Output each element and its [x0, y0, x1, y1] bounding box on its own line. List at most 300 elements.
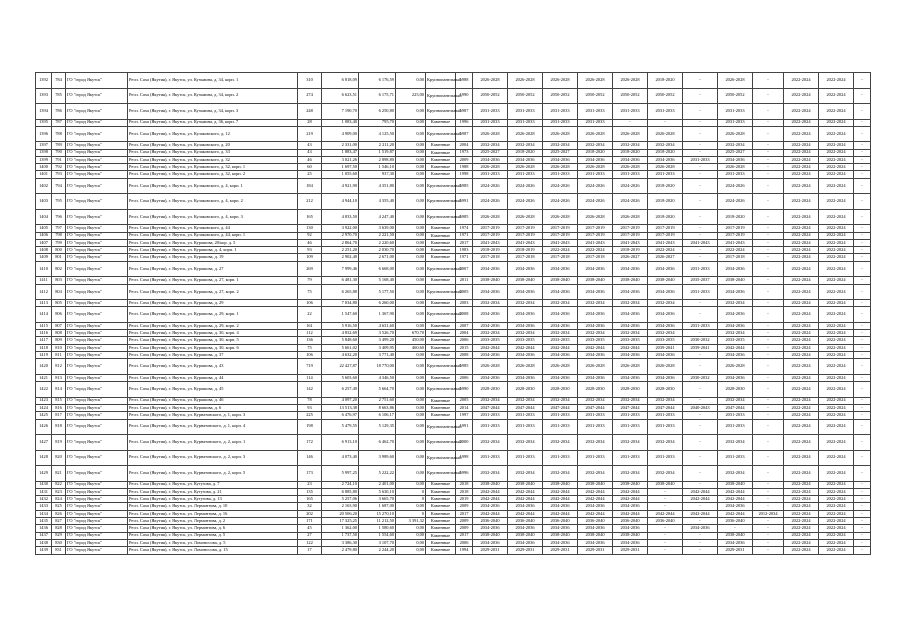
cell-period-4: 2026-2028: [578, 126, 613, 142]
cell-municipality: ГО "город Якутск": [66, 352, 128, 359]
cell-period-4: 2034-2036: [578, 322, 613, 329]
cell-record-id: 806: [52, 307, 66, 323]
cell-period-1: 2031-2033: [473, 119, 508, 126]
cell-period-4: 2034-2036: [578, 525, 613, 532]
cell-period-5: 2034-2036: [613, 261, 648, 277]
cell-period-12: -: [854, 284, 871, 300]
cell-period-7: -: [683, 88, 718, 104]
table-row: [36, 119, 871, 126]
cell-period-3: 2042-2044: [543, 510, 578, 517]
cell-living-area: 11 212,50: [359, 518, 396, 525]
cell-period-11: 2022-2024: [819, 277, 854, 284]
cell-period-11: 2022-2024: [819, 337, 854, 344]
cell-address: Респ. Саха (Якутия), г. Якутск, ул. Лермонтова, д. 6: [128, 525, 298, 532]
cell-period-4: 2026-2028: [578, 164, 613, 171]
cell-address: Респ. Саха (Якутия), г. Якутск, ул. Курашова, д. 27, корп. 2: [128, 284, 298, 300]
cell-period-2: 2038-2040: [508, 481, 543, 488]
cell-living-area: 2 211,20: [359, 142, 396, 149]
cell-period-1: 2034-2036: [473, 503, 508, 510]
cell-build-year: 2007: [456, 322, 473, 329]
cell-period-8: 2032-2034: [718, 466, 753, 482]
cell-residents: 719: [298, 359, 322, 375]
cell-address: Респ. Саха (Якутия), г. Якутск, ул. Курашова, 20/кор. д. 5: [128, 239, 298, 246]
cell-period-4: 2026-2028: [578, 359, 613, 375]
cell-nonliving-area: 0,00: [396, 450, 426, 466]
cell-period-1: 2029-2031: [473, 547, 508, 554]
cell-living-area: 2 030,70: [359, 247, 396, 254]
cell-record-id: 785: [52, 88, 66, 104]
cell-living-area: 1 367,90: [359, 307, 396, 323]
cell-municipality: ГО "город Якутск": [66, 330, 128, 337]
cell-period-12: -: [854, 247, 871, 254]
cell-period-11: 2022-2024: [819, 547, 854, 554]
cell-period-3: 2034-2036: [543, 156, 578, 163]
cell-living-area: 6 250,80: [359, 104, 396, 120]
cell-total-area: 2 970,70: [322, 232, 359, 239]
cell-period-3: 2034-2036: [543, 503, 578, 510]
cell-living-area: 6 175,71: [359, 88, 396, 104]
cell-living-area: 2 751,60: [359, 397, 396, 404]
cell-period-11: 2022-2024: [819, 344, 854, 351]
cell-period-10: 2022-2024: [784, 300, 819, 307]
cell-period-3: 2034-2036: [543, 307, 578, 323]
cell-residents: 93: [298, 404, 322, 411]
cell-period-9: -: [753, 352, 784, 359]
cell-nonliving-area: 0,00: [396, 300, 426, 307]
cell-period-10: 2022-2024: [784, 209, 819, 225]
cell-living-area: 8 663,86: [359, 404, 396, 411]
cell-record-id: 829: [52, 532, 66, 539]
cell-period-7: -: [683, 419, 718, 435]
cell-row-number: 1431: [36, 488, 52, 495]
cell-address: Респ. Саха (Якутия), г. Якутск, ул. Курашова, д. 30, корп. 4: [128, 330, 298, 337]
cell-period-12: -: [854, 254, 871, 261]
cell-period-7: 2042-2044: [683, 496, 718, 503]
cell-build-year: 2006: [456, 374, 473, 381]
cell-period-4: 2032-2034: [578, 330, 613, 337]
cell-period-1: 2034-2036: [473, 156, 508, 163]
cell-period-6: 2031-2033: [648, 419, 683, 435]
cell-residents: 172: [298, 435, 322, 451]
cell-period-9: -: [753, 171, 784, 178]
cell-period-8: -: [718, 525, 753, 532]
cell-address: Респ. Саха (Якутия), г. Якутск, ул. Курнатовского, д. 1, корп. 4: [128, 419, 298, 435]
cell-build-year: 1971: [456, 232, 473, 239]
cell-period-10: 2022-2024: [784, 119, 819, 126]
cell-residents: 75: [298, 344, 322, 351]
cell-address: Респ. Саха (Якутия), г. Якутск, ул. Курашова, д. 45: [128, 382, 298, 398]
cell-period-7: -: [683, 359, 718, 375]
cell-record-id: 812: [52, 359, 66, 375]
cell-period-8: 2026-2028: [718, 73, 753, 89]
cell-period-7: 2039-2041: [683, 344, 718, 351]
cell-nonliving-area: 0: [396, 496, 426, 503]
cell-nonliving-area: 0,00: [396, 171, 426, 178]
cell-row-number: 1400: [36, 164, 52, 171]
cell-total-area: 5 479,55: [322, 419, 359, 435]
cell-period-12: -: [854, 382, 871, 398]
cell-record-id: 827: [52, 518, 66, 525]
cell-record-id: 784: [52, 73, 66, 89]
cell-living-area: 6 106,17: [359, 412, 396, 419]
cell-living-area: 937,30: [359, 171, 396, 178]
cell-address: Респ. Саха (Якутия), г. Якутск, ул. Кузьмина, д. 36, корп. 7: [128, 119, 298, 126]
cell-build-year: 1991: [456, 419, 473, 435]
cell-address: Респ. Саха (Якутия), г. Якутск, ул. Кулаковского, д. 32: [128, 156, 298, 163]
cell-period-10: 2022-2024: [784, 382, 819, 398]
cell-wall-material: Каменные: [426, 481, 456, 488]
cell-period-1: 2032-2034: [473, 300, 508, 307]
cell-period-11: 2022-2024: [819, 261, 854, 277]
cell-period-2: 2018-2019: [508, 247, 543, 254]
cell-period-9: 2012-2034: [753, 510, 784, 517]
cell-period-5: 2026-2028: [613, 126, 648, 142]
cell-period-7: -: [683, 164, 718, 171]
table-row: [36, 525, 871, 532]
table-row: [36, 194, 871, 210]
cell-total-area: 4 073,40: [322, 450, 359, 466]
cell-period-10: 2022-2024: [784, 503, 819, 510]
cell-residents: 92: [298, 232, 322, 239]
cell-row-number: 1410: [36, 261, 52, 277]
cell-municipality: ГО "город Якутск": [66, 156, 128, 163]
cell-period-9: -: [753, 194, 784, 210]
cell-period-5: 2038-2040: [613, 277, 648, 284]
cell-period-5: 2032-2034: [613, 435, 648, 451]
cell-period-5: 2026-2028: [613, 359, 648, 375]
cell-record-id: 826: [52, 510, 66, 517]
cell-period-1: 2032-2034: [473, 466, 508, 482]
cell-period-12: -: [854, 194, 871, 210]
cell-period-8: 2025-2027: [718, 149, 753, 156]
cell-residents: 109: [298, 254, 322, 261]
cell-period-9: -: [753, 142, 784, 149]
cell-row-number: 1424: [36, 404, 52, 411]
cell-period-3: 2031-2033: [543, 412, 578, 419]
cell-wall-material: Крупнопанельный: [426, 435, 456, 451]
cell-period-4: 2034-2036: [578, 156, 613, 163]
cell-build-year: 1985: [456, 178, 473, 194]
cell-record-id: 798: [52, 232, 66, 239]
cell-period-6: 2032-2034: [648, 330, 683, 337]
cell-period-7: -: [683, 171, 718, 178]
cell-record-id: 814: [52, 382, 66, 398]
cell-period-8: 2024-2026: [718, 178, 753, 194]
cell-living-area: 1 546,10: [359, 164, 396, 171]
cell-total-area: 5 603,60: [322, 374, 359, 381]
cell-period-2: 2028-2030: [508, 382, 543, 398]
cell-build-year: 2006: [456, 337, 473, 344]
cell-build-year: 1971: [456, 254, 473, 261]
cell-period-1: 2031-2033: [473, 419, 508, 435]
cell-period-6: 2033-2035: [648, 337, 683, 344]
cell-nonliving-area: 0,00: [396, 254, 426, 261]
cell-residents: 122: [298, 539, 322, 546]
cell-period-1: 2034-2036: [473, 525, 508, 532]
cell-period-4: 2031-2033: [578, 104, 613, 120]
cell-row-number: 1436: [36, 525, 52, 532]
cell-living-area: 2 401,00: [359, 481, 396, 488]
cell-total-area: 5 257,06: [322, 496, 359, 503]
cell-period-2: 2034-2036: [508, 322, 543, 329]
cell-residents: 198: [298, 419, 322, 435]
cell-municipality: ГО "город Якутск": [66, 307, 128, 323]
cell-period-11: 2022-2024: [819, 254, 854, 261]
cell-period-12: -: [854, 344, 871, 351]
cell-nonliving-area: 3 391,32: [396, 518, 426, 525]
table-row: [36, 322, 871, 329]
cell-period-10: 2022-2024: [784, 488, 819, 495]
cell-period-11: 2022-2024: [819, 225, 854, 232]
cell-residents: 93: [298, 247, 322, 254]
cell-build-year: 2003: [456, 300, 473, 307]
cell-period-1: 2041-2043: [473, 239, 508, 246]
cell-wall-material: Каменные: [426, 539, 456, 546]
cell-row-number: 1396: [36, 126, 52, 142]
cell-period-4: 2038-2040: [578, 481, 613, 488]
cell-period-2: 2034-2036: [508, 352, 543, 359]
cell-row-number: 1405: [36, 225, 52, 232]
cell-address: Респ. Саха (Якутия), г. Якутск, ул. Курашова, д. 37: [128, 352, 298, 359]
cell-period-8: 2026-2028: [718, 126, 753, 142]
cell-period-5: 2034-2036: [613, 156, 648, 163]
cell-period-2: 2018-2020: [508, 149, 543, 156]
cell-municipality: ГО "город Якутск": [66, 142, 128, 149]
cell-period-8: 2050-2052: [718, 88, 753, 104]
cell-period-6: 2032-2034: [648, 435, 683, 451]
cell-municipality: ГО "город Якутск": [66, 232, 128, 239]
cell-period-3: 2032-2034: [543, 466, 578, 482]
cell-period-10: 2022-2024: [784, 481, 819, 488]
cell-residents: 225: [298, 412, 322, 419]
table-body: [36, 73, 871, 555]
cell-total-area: 4 833,50: [322, 209, 359, 225]
cell-address: Респ. Саха (Якутия), г. Якутск, ул. Кулаковского, д. 32, корп. 2: [128, 171, 298, 178]
cell-living-area: 4 346,50: [359, 374, 396, 381]
cell-total-area: 6 818,09: [322, 73, 359, 89]
cell-period-9: -: [753, 307, 784, 323]
cell-address: Респ. Саха (Якутия), г. Якутск, ул. Курнатовского, д. 1, корп. 3: [128, 412, 298, 419]
cell-period-1: 2034-2036: [473, 261, 508, 277]
cell-total-area: 2 163,90: [322, 503, 359, 510]
cell-period-8: 2034-2036: [718, 307, 753, 323]
cell-address: Респ. Саха (Якутия), г. Якутск, ул. Кулаковского, д. 12: [128, 126, 298, 142]
cell-record-id: 794: [52, 178, 66, 194]
cell-period-9: -: [753, 225, 784, 232]
cell-period-12: -: [854, 322, 871, 329]
cell-period-5: 2026-2028: [613, 73, 648, 89]
cell-living-area: 5 177,50: [359, 284, 396, 300]
cell-period-2: 2026-2028: [508, 209, 543, 225]
cell-wall-material: Каменные: [426, 119, 456, 126]
cell-period-1: 2028-2030: [473, 382, 508, 398]
cell-period-9: -: [753, 254, 784, 261]
cell-period-9: -: [753, 525, 784, 532]
cell-nonliving-area: 670,70: [396, 330, 426, 337]
cell-period-8: 2034-2036: [718, 322, 753, 329]
cell-municipality: ГО "город Якутск": [66, 450, 128, 466]
cell-wall-material: Каменные: [426, 142, 456, 149]
cell-total-area: 2 864,70: [322, 239, 359, 246]
cell-period-4: 2031-2033: [578, 412, 613, 419]
cell-municipality: ГО "город Якутск": [66, 374, 128, 381]
cell-municipality: ГО "город Якутск": [66, 496, 128, 503]
table-row: [36, 247, 871, 254]
cell-municipality: ГО "город Якутск": [66, 126, 128, 142]
cell-period-9: -: [753, 73, 784, 89]
cell-period-12: -: [854, 300, 871, 307]
cell-period-5: 2024-2026: [613, 194, 648, 210]
cell-period-5: 2018-2020: [613, 149, 648, 156]
cell-residents: 46: [298, 239, 322, 246]
cell-period-9: -: [753, 337, 784, 344]
cell-row-number: 1406: [36, 232, 52, 239]
cell-address: Респ. Саха (Якутия), г. Якутск, ул. Курашова, д. 43: [128, 359, 298, 375]
cell-period-10: 2022-2024: [784, 404, 819, 411]
cell-address: Респ. Саха (Якутия), г. Якутск, ул. Лермонтова, д. 2: [128, 518, 298, 525]
cell-period-9: -: [753, 412, 784, 419]
cell-period-1: 2017-2018: [473, 254, 508, 261]
cell-period-12: -: [854, 374, 871, 381]
cell-period-2: 2038-2040: [508, 532, 543, 539]
cell-period-3: 2017-2019: [543, 232, 578, 239]
cell-residents: 146: [298, 450, 322, 466]
cell-period-2: 2042-2044: [508, 488, 543, 495]
cell-build-year: 1987: [456, 126, 473, 142]
cell-period-8: 2047-2044: [718, 404, 753, 411]
table-row: [36, 330, 871, 337]
cell-period-7: -: [683, 194, 718, 210]
cell-period-12: -: [854, 539, 871, 546]
cell-total-area: 5 916,50: [322, 322, 359, 329]
cell-period-5: 2038-2040: [613, 481, 648, 488]
cell-period-4: 2031-2033: [578, 419, 613, 435]
cell-row-number: 1430: [36, 481, 52, 488]
cell-period-7: -: [683, 247, 718, 254]
cell-row-number: 1411: [36, 277, 52, 284]
cell-row-number: 1423: [36, 397, 52, 404]
cell-nonliving-area: 0,00: [396, 419, 426, 435]
cell-build-year: 1988: [456, 73, 473, 89]
cell-municipality: ГО "город Якутск": [66, 539, 128, 546]
cell-period-10: 2022-2024: [784, 450, 819, 466]
cell-period-3: 2034-2036: [543, 284, 578, 300]
cell-period-11: 2022-2024: [819, 397, 854, 404]
table-row: [36, 532, 871, 539]
cell-period-3: 2050-2052: [543, 88, 578, 104]
cell-row-number: 1409: [36, 254, 52, 261]
cell-row-number: 1415: [36, 322, 52, 329]
cell-residents: 136: [298, 337, 322, 344]
cell-period-7: -: [683, 178, 718, 194]
cell-period-6: 2026-2028: [648, 359, 683, 375]
cell-wall-material: Крупнопанельный: [426, 261, 456, 277]
cell-period-5: 2034-2036: [613, 284, 648, 300]
cell-record-id: 809: [52, 337, 66, 344]
cell-period-4: 2024-2026: [578, 178, 613, 194]
cell-period-5: 2034-2036: [613, 525, 648, 532]
cell-period-2: 2032-2034: [508, 330, 543, 337]
cell-row-number: 1394: [36, 104, 52, 120]
cell-residents: 43: [298, 149, 322, 156]
cell-period-3: 2031-2033: [543, 419, 578, 435]
cell-period-1: 2031-2033: [473, 450, 508, 466]
cell-wall-material: Каменные: [426, 247, 456, 254]
cell-period-9: -: [753, 382, 784, 398]
cell-row-number: 1401: [36, 171, 52, 178]
cell-period-8: 2031-2033: [718, 119, 753, 126]
cell-row-number: 1397: [36, 142, 52, 149]
cell-address: Респ. Саха (Якутия), г. Якутск, ул. Кулаковского, д. 4, корп. 1: [128, 178, 298, 194]
cell-residents: 106: [298, 300, 322, 307]
cell-nonliving-area: 0,00: [396, 104, 426, 120]
cell-period-2: 2031-2033: [508, 412, 543, 419]
cell-period-2: 2050-2052: [508, 88, 543, 104]
cell-row-number: 1418: [36, 344, 52, 351]
cell-build-year: 1973: [456, 149, 473, 156]
cell-residents: 106: [298, 352, 322, 359]
cell-period-1: 2017-2019: [473, 232, 508, 239]
cell-period-4: 2031-2033: [578, 171, 613, 178]
cell-period-12: -: [854, 435, 871, 451]
cell-period-5: 2033-2035: [613, 337, 648, 344]
cell-period-10: 2022-2024: [784, 510, 819, 517]
cell-total-area: 6 913,10: [322, 435, 359, 451]
cell-period-12: -: [854, 149, 871, 156]
cell-row-number: 1398: [36, 149, 52, 156]
cell-period-11: 2022-2024: [819, 488, 854, 495]
cell-nonliving-area: 0,00: [396, 149, 426, 156]
cell-wall-material: Каменные: [426, 352, 456, 359]
cell-period-12: -: [854, 404, 871, 411]
cell-living-area: 18 770,00: [359, 359, 396, 375]
cell-period-12: -: [854, 142, 871, 149]
cell-period-11: 2022-2024: [819, 359, 854, 375]
cell-wall-material: Каменные: [426, 156, 456, 163]
cell-period-6: 2050-2052: [648, 88, 683, 104]
cell-row-number: 1438: [36, 539, 52, 546]
cell-period-5: 2032-2034: [613, 142, 648, 149]
cell-period-10: 2022-2024: [784, 149, 819, 156]
cell-residents: 173: [298, 466, 322, 482]
cell-period-6: -: [648, 496, 683, 503]
cell-period-1: 2042-2044: [473, 488, 508, 495]
cell-total-area: 3 922,00: [322, 225, 359, 232]
cell-period-6: -: [648, 547, 683, 554]
cell-municipality: ГО "город Якутск": [66, 73, 128, 89]
cell-period-10: 2022-2024: [784, 307, 819, 323]
cell-period-5: 2031-2033: [613, 171, 648, 178]
cell-period-3: 2034-2036: [543, 261, 578, 277]
cell-period-6: 2018-2020: [648, 178, 683, 194]
cell-row-number: 1434: [36, 510, 52, 517]
cell-period-12: -: [854, 547, 871, 554]
cell-period-6: 2032-2034: [648, 397, 683, 404]
cell-period-12: -: [854, 450, 871, 466]
cell-total-area: 1 083,40: [322, 119, 359, 126]
cell-build-year: 2007: [456, 261, 473, 277]
cell-period-2: 2047-2044: [508, 404, 543, 411]
cell-municipality: ГО "город Якутск": [66, 225, 128, 232]
cell-period-2: 2031-2033: [508, 171, 543, 178]
cell-period-5: -: [613, 119, 648, 126]
cell-record-id: 811: [52, 352, 66, 359]
cell-living-area: 1 687,00: [359, 503, 396, 510]
cell-period-3: 2024-2026: [543, 194, 578, 210]
cell-period-9: -: [753, 488, 784, 495]
cell-period-5: 2026-2027: [613, 254, 648, 261]
cell-nonliving-area: 0,00: [396, 525, 426, 532]
